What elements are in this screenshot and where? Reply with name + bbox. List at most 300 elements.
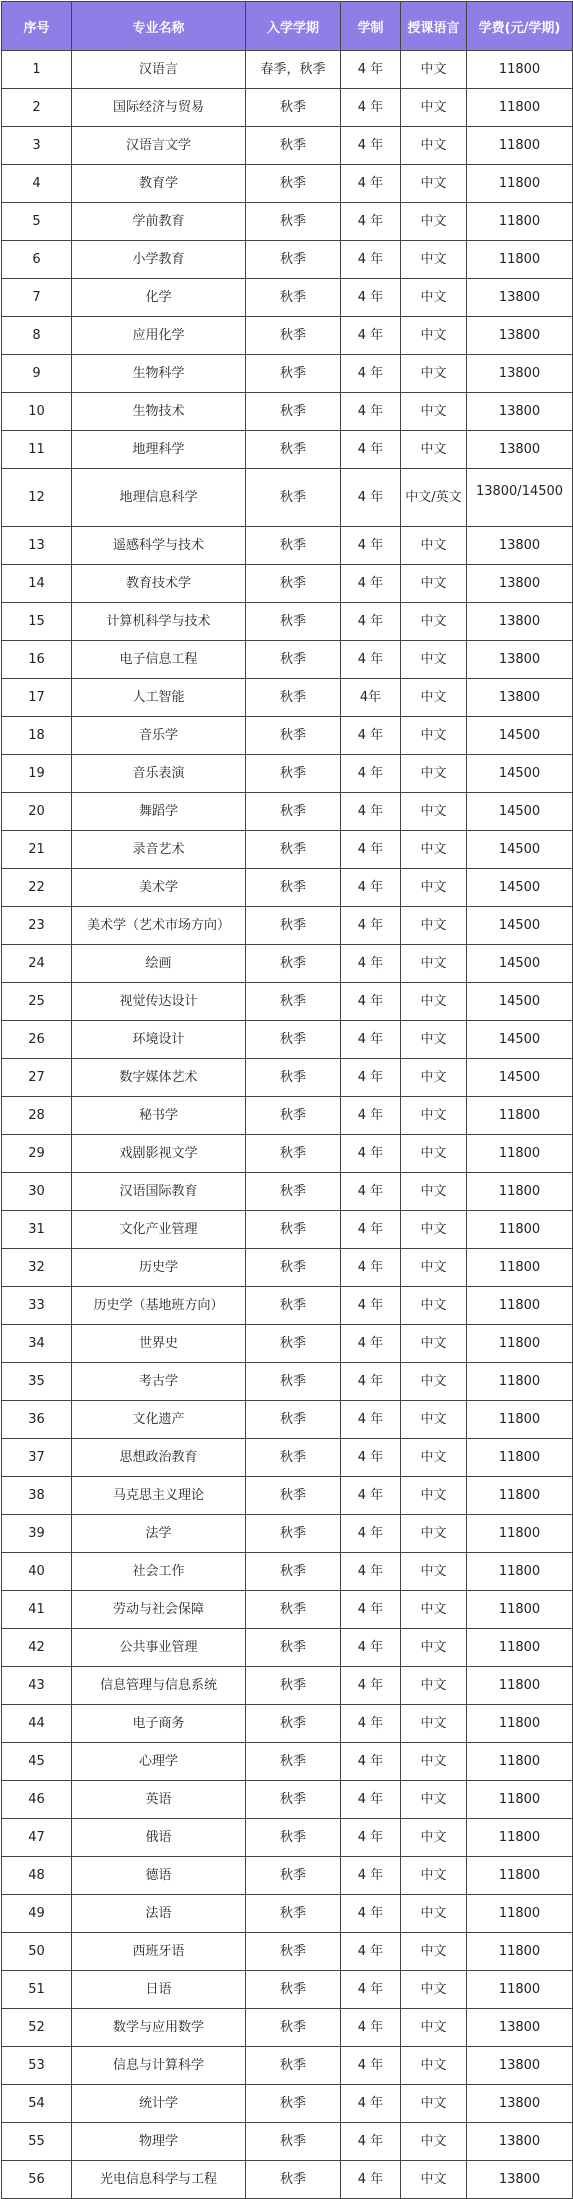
cell-intake-term: 秋季 — [246, 203, 341, 241]
header-language: 授课语言 — [401, 2, 467, 51]
cell-language: 中文 — [401, 1021, 467, 1059]
cell-intake-term: 秋季 — [246, 431, 341, 469]
cell-tuition: 11800 — [467, 1401, 573, 1439]
cell-language: 中文 — [401, 1667, 467, 1705]
cell-intake-term: 秋季 — [246, 1211, 341, 1249]
cell-index: 55 — [2, 2123, 72, 2161]
table-row — [2, 717, 573, 755]
cell-index: 4 — [2, 165, 72, 203]
cell-language: 中文 — [401, 907, 467, 945]
cell-intake-term: 秋季 — [246, 831, 341, 869]
cell-tuition: 13800 — [467, 431, 573, 469]
cell-intake-term: 秋季 — [246, 1173, 341, 1211]
cell-language: 中文 — [401, 1477, 467, 1515]
cell-language: 中文 — [401, 355, 467, 393]
table-row — [2, 1439, 573, 1477]
cell-language: 中文 — [401, 679, 467, 717]
table-row — [2, 1553, 573, 1591]
cell-major-name: 世界史 — [72, 1325, 246, 1363]
cell-duration: 4 年 — [341, 2009, 401, 2047]
cell-tuition: 13800 — [467, 393, 573, 431]
cell-tuition: 11800 — [467, 1743, 573, 1781]
cell-tuition: 11800 — [467, 1857, 573, 1895]
cell-tuition: 13800 — [467, 279, 573, 317]
cell-index: 41 — [2, 1591, 72, 1629]
cell-tuition: 13800 — [467, 2161, 573, 2199]
table-row — [2, 1971, 573, 2009]
cell-tuition: 11800 — [467, 1287, 573, 1325]
table-header — [2, 2, 573, 51]
cell-index: 13 — [2, 527, 72, 565]
table-row — [2, 1325, 573, 1363]
cell-language: 中文 — [401, 279, 467, 317]
cell-index: 21 — [2, 831, 72, 869]
cell-index: 48 — [2, 1857, 72, 1895]
table-row — [2, 527, 573, 565]
cell-tuition: 13800 — [467, 2009, 573, 2047]
cell-index: 32 — [2, 1249, 72, 1287]
cell-major-name: 教育学 — [72, 165, 246, 203]
cell-tuition: 11800 — [467, 1097, 573, 1135]
table-row — [2, 1895, 573, 1933]
cell-index: 2 — [2, 89, 72, 127]
table-row — [2, 1173, 573, 1211]
cell-tuition: 14500 — [467, 717, 573, 755]
cell-major-name: 遥感科学与技术 — [72, 527, 246, 565]
cell-tuition: 11800 — [467, 203, 573, 241]
cell-language: 中文 — [401, 565, 467, 603]
cell-duration: 4 年 — [341, 431, 401, 469]
table-row — [2, 2161, 573, 2199]
cell-intake-term: 秋季 — [246, 393, 341, 431]
cell-language: 中文 — [401, 431, 467, 469]
cell-index: 29 — [2, 1135, 72, 1173]
cell-duration: 4 年 — [341, 793, 401, 831]
cell-duration: 4 年 — [341, 393, 401, 431]
cell-duration: 4 年 — [341, 1211, 401, 1249]
cell-tuition: 13800 — [467, 679, 573, 717]
cell-index: 14 — [2, 565, 72, 603]
cell-intake-term: 秋季 — [246, 1591, 341, 1629]
cell-index: 6 — [2, 241, 72, 279]
cell-major-name: 录音艺术 — [72, 831, 246, 869]
cell-duration: 4 年 — [341, 241, 401, 279]
cell-major-name: 环境设计 — [72, 1021, 246, 1059]
cell-index: 38 — [2, 1477, 72, 1515]
cell-intake-term: 秋季 — [246, 1553, 341, 1591]
cell-index: 9 — [2, 355, 72, 393]
cell-language: 中文 — [401, 603, 467, 641]
cell-tuition: 11800 — [467, 1933, 573, 1971]
cell-language: 中文 — [401, 527, 467, 565]
cell-tuition: 11800 — [467, 51, 573, 89]
cell-tuition: 14500 — [467, 869, 573, 907]
cell-intake-term: 秋季 — [246, 2009, 341, 2047]
cell-duration: 4 年 — [341, 2123, 401, 2161]
cell-index: 5 — [2, 203, 72, 241]
cell-major-name: 应用化学 — [72, 317, 246, 355]
cell-major-name: 公共事业管理 — [72, 1629, 246, 1667]
cell-tuition: 11800 — [467, 1591, 573, 1629]
cell-duration: 4 年 — [341, 1515, 401, 1553]
cell-tuition: 11800 — [467, 1477, 573, 1515]
cell-major-name: 数字媒体艺术 — [72, 1059, 246, 1097]
cell-language: 中文 — [401, 203, 467, 241]
table-row — [2, 1477, 573, 1515]
table-row — [2, 89, 573, 127]
cell-tuition: 11800 — [467, 1211, 573, 1249]
cell-major-name: 音乐学 — [72, 717, 246, 755]
cell-major-name: 绘画 — [72, 945, 246, 983]
cell-duration: 4 年 — [341, 1553, 401, 1591]
cell-tuition: 11800 — [467, 127, 573, 165]
cell-major-name: 信息管理与信息系统 — [72, 1667, 246, 1705]
table-row — [2, 1287, 573, 1325]
majors-table — [1, 1, 573, 2199]
table-row — [2, 1933, 573, 1971]
cell-major-name: 美术学（艺术市场方向） — [72, 907, 246, 945]
cell-duration: 4 年 — [341, 831, 401, 869]
cell-intake-term: 秋季 — [246, 1287, 341, 1325]
cell-tuition: 11800 — [467, 1705, 573, 1743]
cell-major-name: 生物技术 — [72, 393, 246, 431]
table-row — [2, 1135, 573, 1173]
cell-intake-term: 秋季 — [246, 1857, 341, 1895]
cell-duration: 4 年 — [341, 1477, 401, 1515]
cell-major-name: 英语 — [72, 1781, 246, 1819]
cell-duration: 4 年 — [341, 869, 401, 907]
cell-tuition: 13800 — [467, 2123, 573, 2161]
cell-major-name: 音乐表演 — [72, 755, 246, 793]
cell-duration: 4 年 — [341, 907, 401, 945]
cell-index: 26 — [2, 1021, 72, 1059]
cell-index: 16 — [2, 641, 72, 679]
cell-intake-term: 秋季 — [246, 89, 341, 127]
cell-intake-term: 秋季 — [246, 469, 341, 527]
cell-tuition: 11800 — [467, 241, 573, 279]
header-major-name: 专业名称 — [72, 2, 246, 51]
cell-intake-term: 秋季 — [246, 165, 341, 203]
cell-duration: 4 年 — [341, 603, 401, 641]
cell-intake-term: 秋季 — [246, 1933, 341, 1971]
cell-duration: 4 年 — [341, 527, 401, 565]
cell-tuition: 11800 — [467, 1439, 573, 1477]
cell-index: 46 — [2, 1781, 72, 1819]
cell-major-name: 光电信息科学与工程 — [72, 2161, 246, 2199]
cell-major-name: 劳动与社会保障 — [72, 1591, 246, 1629]
table-row — [2, 2085, 573, 2123]
cell-index: 31 — [2, 1211, 72, 1249]
cell-duration: 4 年 — [341, 755, 401, 793]
cell-index: 27 — [2, 1059, 72, 1097]
cell-tuition: 14500 — [467, 1021, 573, 1059]
table-row — [2, 317, 573, 355]
cell-intake-term: 秋季 — [246, 1249, 341, 1287]
cell-tuition: 14500 — [467, 831, 573, 869]
cell-intake-term: 秋季 — [246, 755, 341, 793]
cell-index: 33 — [2, 1287, 72, 1325]
cell-duration: 4 年 — [341, 1097, 401, 1135]
cell-tuition: 11800 — [467, 1819, 573, 1857]
cell-major-name: 地理信息科学 — [72, 469, 246, 527]
cell-language: 中文 — [401, 793, 467, 831]
cell-major-name: 人工智能 — [72, 679, 246, 717]
table-row — [2, 1705, 573, 1743]
cell-duration: 4 年 — [341, 1781, 401, 1819]
cell-language: 中文 — [401, 1971, 467, 2009]
cell-index: 35 — [2, 1363, 72, 1401]
cell-major-name: 国际经济与贸易 — [72, 89, 246, 127]
cell-intake-term: 秋季 — [246, 317, 341, 355]
cell-tuition: 11800 — [467, 1629, 573, 1667]
cell-duration: 4 年 — [341, 1667, 401, 1705]
cell-duration: 4 年 — [341, 317, 401, 355]
cell-major-name: 统计学 — [72, 2085, 246, 2123]
cell-duration: 4 年 — [341, 1363, 401, 1401]
cell-language: 中文/英文 — [401, 469, 467, 527]
cell-tuition: 13800 — [467, 603, 573, 641]
cell-major-name: 俄语 — [72, 1819, 246, 1857]
cell-intake-term: 秋季 — [246, 2085, 341, 2123]
cell-major-name: 计算机科学与技术 — [72, 603, 246, 641]
cell-tuition: 11800 — [467, 1895, 573, 1933]
cell-language: 中文 — [401, 2161, 467, 2199]
cell-tuition: 14500 — [467, 755, 573, 793]
cell-major-name: 生物科学 — [72, 355, 246, 393]
cell-intake-term: 秋季 — [246, 1325, 341, 1363]
table-row — [2, 1515, 573, 1553]
cell-language: 中文 — [401, 1781, 467, 1819]
cell-language: 中文 — [401, 1097, 467, 1135]
cell-tuition: 13800/14500 — [467, 469, 573, 527]
cell-major-name: 心理学 — [72, 1743, 246, 1781]
cell-language: 中文 — [401, 1895, 467, 1933]
table-row — [2, 469, 573, 527]
cell-index: 7 — [2, 279, 72, 317]
cell-tuition: 13800 — [467, 641, 573, 679]
cell-intake-term: 秋季 — [246, 603, 341, 641]
cell-tuition: 11800 — [467, 1781, 573, 1819]
cell-major-name: 汉语国际教育 — [72, 1173, 246, 1211]
cell-language: 中文 — [401, 89, 467, 127]
cell-tuition: 14500 — [467, 983, 573, 1021]
cell-major-name: 文化遗产 — [72, 1401, 246, 1439]
cell-duration: 4 年 — [341, 1021, 401, 1059]
table-row — [2, 983, 573, 1021]
cell-duration: 4 年 — [341, 565, 401, 603]
cell-language: 中文 — [401, 2009, 467, 2047]
cell-language: 中文 — [401, 127, 467, 165]
cell-intake-term: 秋季 — [246, 1895, 341, 1933]
cell-index: 19 — [2, 755, 72, 793]
cell-tuition: 14500 — [467, 793, 573, 831]
cell-language: 中文 — [401, 983, 467, 1021]
cell-major-name: 汉语言 — [72, 51, 246, 89]
cell-index: 11 — [2, 431, 72, 469]
table-row — [2, 1629, 573, 1667]
cell-language: 中文 — [401, 755, 467, 793]
table-row — [2, 1591, 573, 1629]
cell-intake-term: 秋季 — [246, 641, 341, 679]
cell-duration: 4 年 — [341, 1819, 401, 1857]
cell-intake-term: 秋季 — [246, 1819, 341, 1857]
cell-language: 中文 — [401, 1515, 467, 1553]
cell-language: 中文 — [401, 165, 467, 203]
cell-intake-term: 秋季 — [246, 355, 341, 393]
cell-duration: 4年 — [341, 679, 401, 717]
cell-tuition: 11800 — [467, 1325, 573, 1363]
cell-intake-term: 秋季 — [246, 1781, 341, 1819]
table-row — [2, 831, 573, 869]
table-row — [2, 165, 573, 203]
cell-tuition: 11800 — [467, 89, 573, 127]
cell-index: 24 — [2, 945, 72, 983]
cell-index: 53 — [2, 2047, 72, 2085]
table-row — [2, 1781, 573, 1819]
cell-tuition: 11800 — [467, 1363, 573, 1401]
table-row — [2, 1059, 573, 1097]
cell-major-name: 考古学 — [72, 1363, 246, 1401]
cell-duration: 4 年 — [341, 51, 401, 89]
cell-language: 中文 — [401, 1857, 467, 1895]
cell-duration: 4 年 — [341, 2161, 401, 2199]
cell-intake-term: 秋季 — [246, 1477, 341, 1515]
cell-index: 15 — [2, 603, 72, 641]
cell-intake-term: 秋季 — [246, 1515, 341, 1553]
cell-index: 25 — [2, 983, 72, 1021]
table-row — [2, 127, 573, 165]
cell-duration: 4 年 — [341, 165, 401, 203]
cell-language: 中文 — [401, 1173, 467, 1211]
cell-major-name: 日语 — [72, 1971, 246, 2009]
cell-index: 34 — [2, 1325, 72, 1363]
cell-index: 28 — [2, 1097, 72, 1135]
table-row — [2, 793, 573, 831]
table-row — [2, 203, 573, 241]
cell-major-name: 教育技术学 — [72, 565, 246, 603]
table-row — [2, 1743, 573, 1781]
cell-language: 中文 — [401, 1591, 467, 1629]
cell-intake-term: 秋季 — [246, 2047, 341, 2085]
cell-major-name: 秘书学 — [72, 1097, 246, 1135]
cell-major-name: 舞蹈学 — [72, 793, 246, 831]
table-row — [2, 565, 573, 603]
cell-intake-term: 秋季 — [246, 2161, 341, 2199]
cell-language: 中文 — [401, 1059, 467, 1097]
cell-index: 52 — [2, 2009, 72, 2047]
cell-major-name: 美术学 — [72, 869, 246, 907]
cell-duration: 4 年 — [341, 1401, 401, 1439]
cell-major-name: 化学 — [72, 279, 246, 317]
cell-intake-term: 秋季 — [246, 1705, 341, 1743]
cell-duration: 4 年 — [341, 717, 401, 755]
cell-duration: 4 年 — [341, 1249, 401, 1287]
cell-major-name: 马克思主义理论 — [72, 1477, 246, 1515]
cell-major-name: 社会工作 — [72, 1553, 246, 1591]
table-row — [2, 1819, 573, 1857]
cell-major-name: 戏剧影视文学 — [72, 1135, 246, 1173]
cell-duration: 4 年 — [341, 1895, 401, 1933]
cell-tuition: 13800 — [467, 2085, 573, 2123]
cell-major-name: 物理学 — [72, 2123, 246, 2161]
cell-language: 中文 — [401, 51, 467, 89]
cell-major-name: 数学与应用数学 — [72, 2009, 246, 2047]
table-row — [2, 1401, 573, 1439]
cell-tuition: 11800 — [467, 1553, 573, 1591]
table-row — [2, 679, 573, 717]
cell-index: 12 — [2, 469, 72, 527]
cell-language: 中文 — [401, 1705, 467, 1743]
cell-language: 中文 — [401, 393, 467, 431]
cell-duration: 4 年 — [341, 641, 401, 679]
cell-index: 3 — [2, 127, 72, 165]
cell-index: 47 — [2, 1819, 72, 1857]
cell-tuition: 11800 — [467, 165, 573, 203]
cell-index: 10 — [2, 393, 72, 431]
cell-intake-term: 秋季 — [246, 1629, 341, 1667]
cell-language: 中文 — [401, 241, 467, 279]
cell-major-name: 德语 — [72, 1857, 246, 1895]
cell-language: 中文 — [401, 945, 467, 983]
cell-duration: 4 年 — [341, 1287, 401, 1325]
cell-duration: 4 年 — [341, 127, 401, 165]
cell-major-name: 小学教育 — [72, 241, 246, 279]
table-row — [2, 1667, 573, 1705]
cell-index: 22 — [2, 869, 72, 907]
cell-tuition: 11800 — [467, 1971, 573, 2009]
cell-intake-term: 秋季 — [246, 279, 341, 317]
cell-language: 中文 — [401, 869, 467, 907]
cell-language: 中文 — [401, 2123, 467, 2161]
cell-language: 中文 — [401, 717, 467, 755]
table-row — [2, 431, 573, 469]
cell-index: 51 — [2, 1971, 72, 2009]
cell-major-name: 电子信息工程 — [72, 641, 246, 679]
cell-duration: 4 年 — [341, 1135, 401, 1173]
cell-intake-term: 秋季 — [246, 1135, 341, 1173]
table-row — [2, 603, 573, 641]
cell-tuition: 11800 — [467, 1135, 573, 1173]
cell-tuition: 14500 — [467, 945, 573, 983]
cell-intake-term: 秋季 — [246, 793, 341, 831]
cell-duration: 4 年 — [341, 1325, 401, 1363]
cell-language: 中文 — [401, 1819, 467, 1857]
table-row — [2, 869, 573, 907]
cell-duration: 4 年 — [341, 203, 401, 241]
table-row — [2, 393, 573, 431]
cell-intake-term: 秋季 — [246, 1059, 341, 1097]
cell-language: 中文 — [401, 1743, 467, 1781]
table-body — [2, 51, 573, 2199]
cell-index: 18 — [2, 717, 72, 755]
header-duration: 学制 — [341, 2, 401, 51]
cell-duration: 4 年 — [341, 983, 401, 1021]
cell-duration: 4 年 — [341, 89, 401, 127]
cell-intake-term: 秋季 — [246, 1021, 341, 1059]
cell-index: 30 — [2, 1173, 72, 1211]
cell-index: 54 — [2, 2085, 72, 2123]
cell-intake-term: 秋季 — [246, 1097, 341, 1135]
cell-major-name: 信息与计算科学 — [72, 2047, 246, 2085]
cell-intake-term: 秋季 — [246, 679, 341, 717]
cell-language: 中文 — [401, 641, 467, 679]
table-row — [2, 945, 573, 983]
table-row — [2, 1097, 573, 1135]
cell-index: 44 — [2, 1705, 72, 1743]
table-row — [2, 1021, 573, 1059]
table-row — [2, 1857, 573, 1895]
cell-major-name: 汉语言文学 — [72, 127, 246, 165]
